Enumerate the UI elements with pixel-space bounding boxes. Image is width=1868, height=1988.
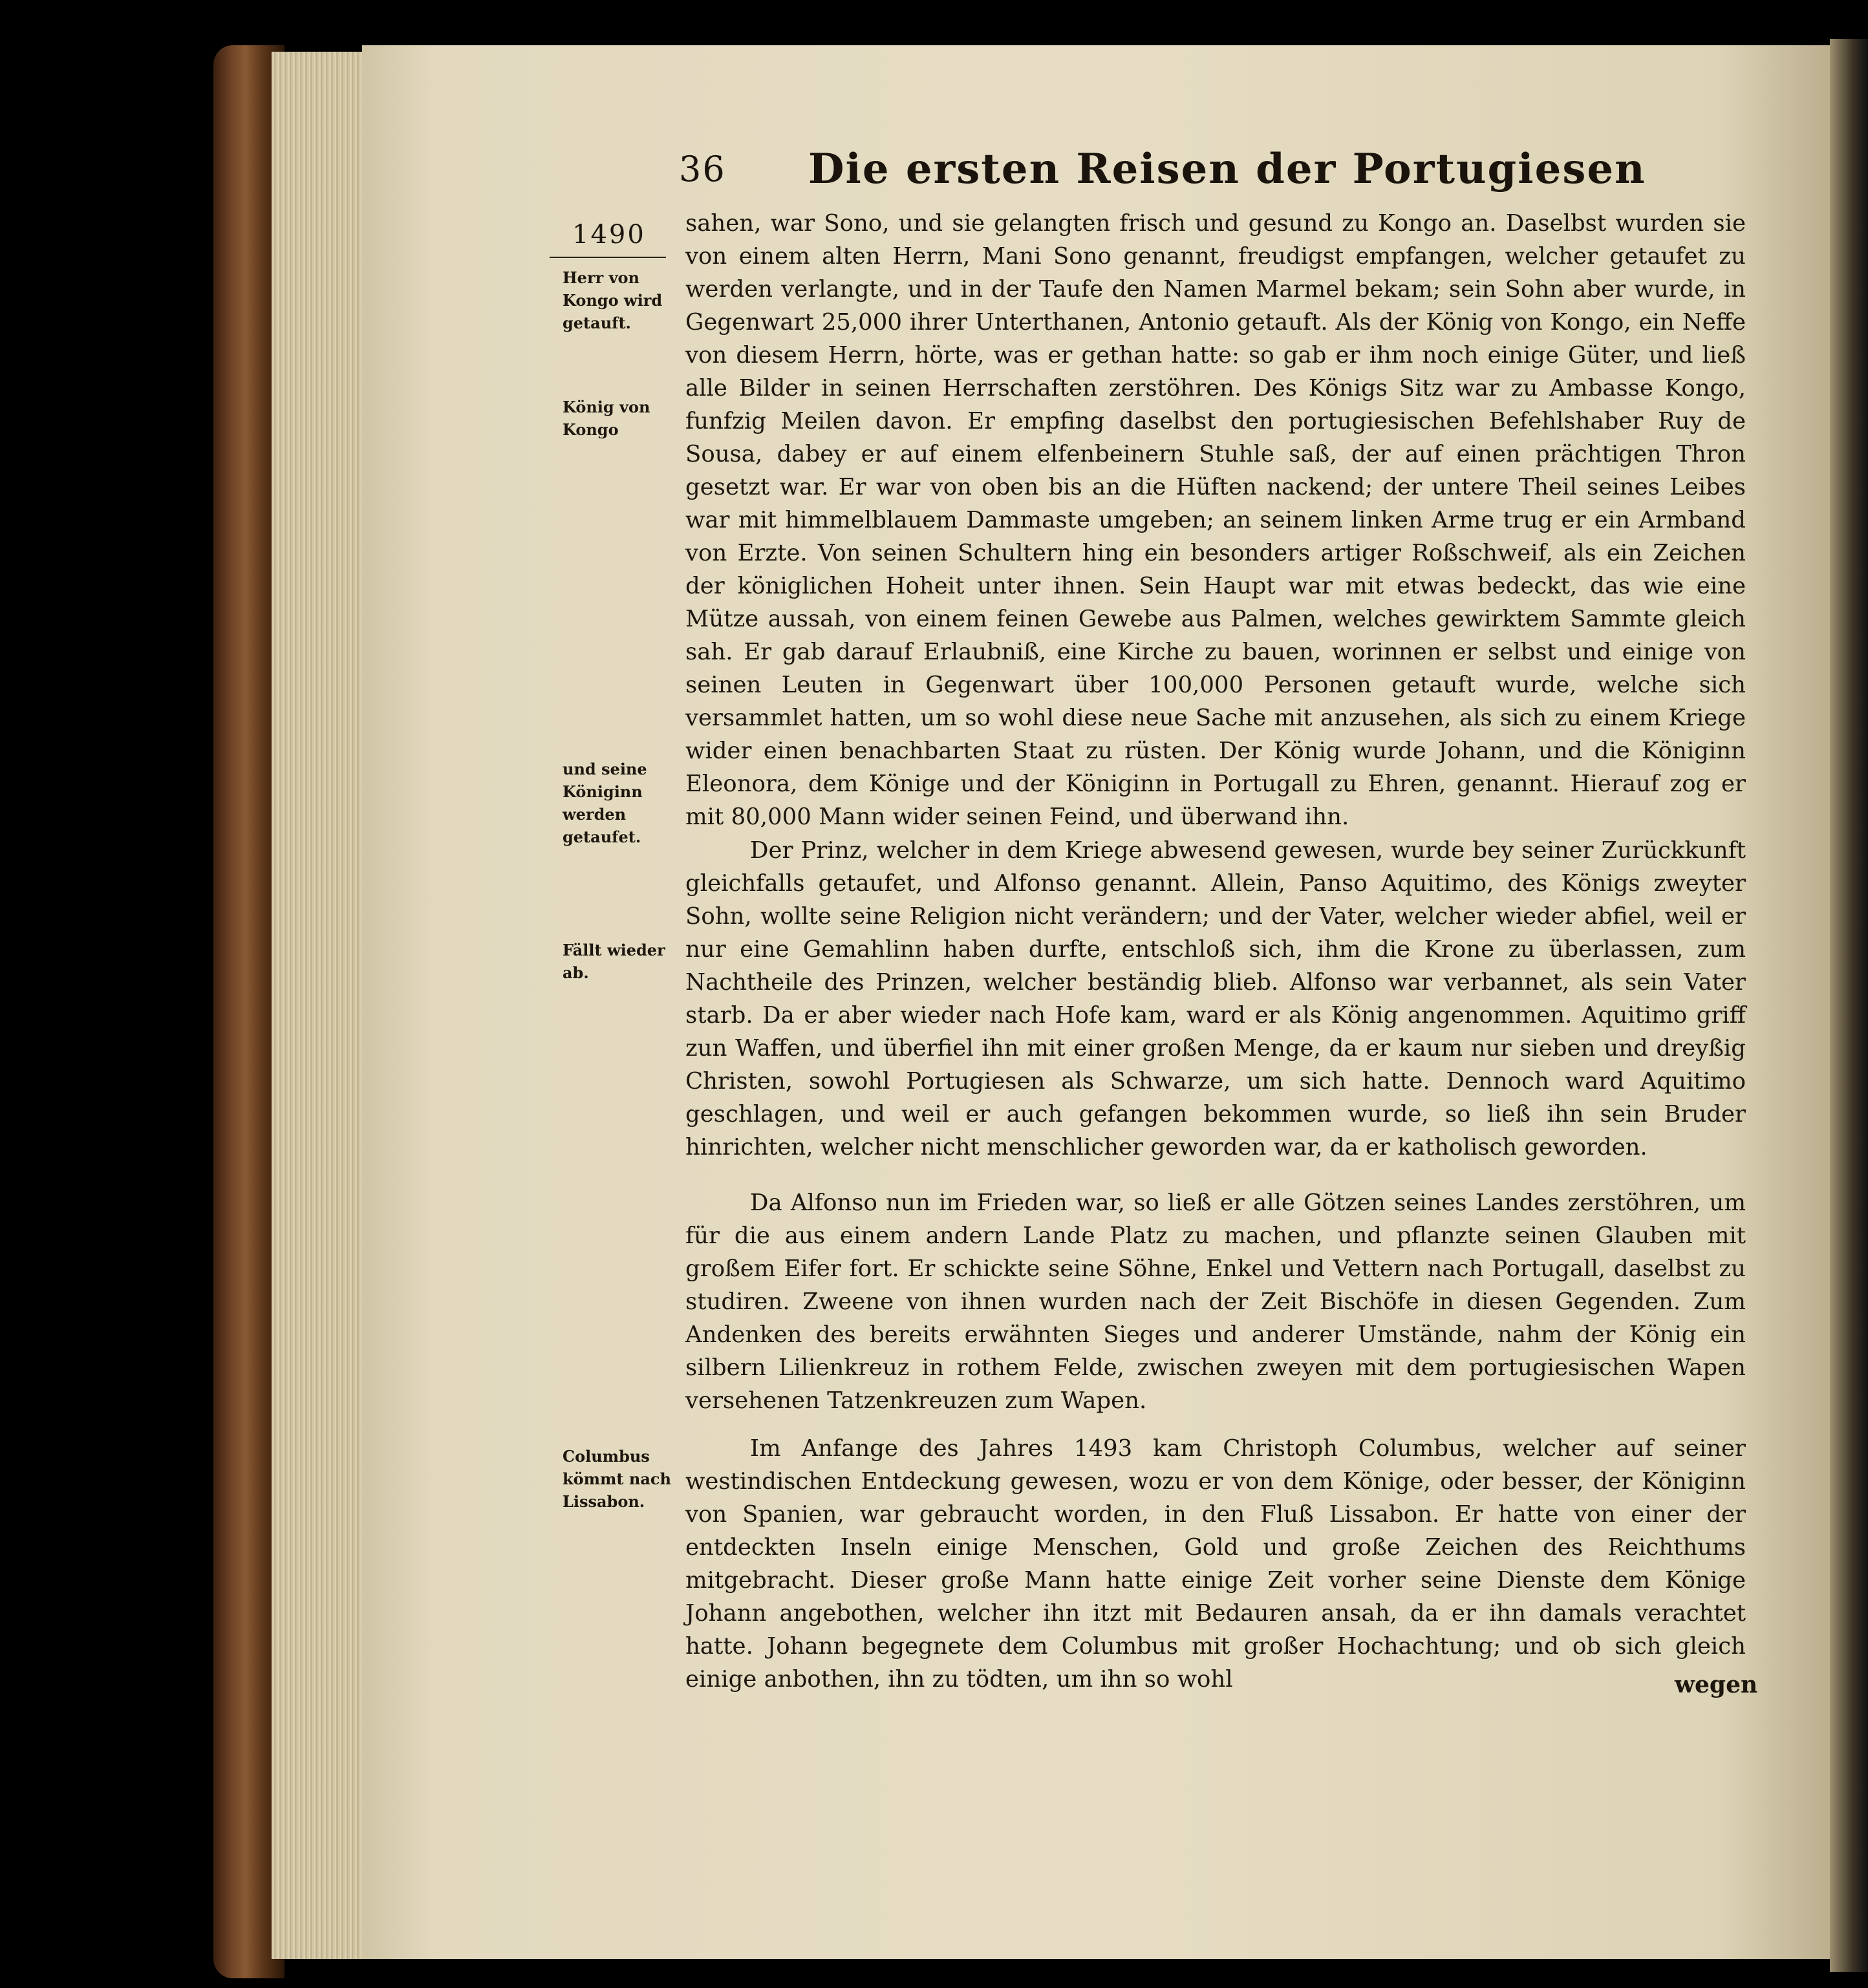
body-paragraph-4-block	[685, 1432, 1746, 1696]
page-stack-edge	[272, 52, 369, 1959]
margin-note-baptism: Herr von Kongo wird getauft.	[563, 268, 663, 332]
body-paragraph: Da Alfonso nun im Frieden war, so ließ er alle Götzen seines Landes zerstöhren, um für die aus einem andern Lande Platz zu machen, und pflanzte seinen Glauben mit großem Eifer fort. Er schickte seine Söhne, Enkel und Vettern nach Portugall, daselbst zu studiren. Zweene von ihnen wurden nach der Zeit Bischöfe in diesen Gegenden. Zum Andenken des bereits erwähnten Sieges und anderer Umstände, nahm der König ein silbern Lilienkreuz in rothem Felde, zwischen zweyen mit dem portugiesischen Wapen versehenen Tatzenkreuzen zum Wapen.	[685, 1190, 1746, 1414]
body-paragraph-1-block	[685, 207, 1746, 833]
year-rule	[550, 257, 666, 258]
right-page-edge	[1830, 39, 1868, 1972]
body-paragraph-2-block	[685, 834, 1746, 1164]
margin-note-queen: und seine Königinn werden getaufet.	[563, 760, 647, 846]
margin-note-columbus: Columbus kömmt nach Lissabon.	[563, 1447, 671, 1511]
body-paragraph: Der Prinz, welcher in dem Kriege abwesend gewesen, wurde bey seiner Zurückkunft gleichfalls getaufet, und Alfonso genannt. Allein, Panso Aquitimo, des Königs zweyter Sohn, wollte seine Religion nicht verändern; und der Vater, welcher wieder abfiel, weil er nur eine Gemahlinn haben durfte, entschloß sich, ihm die Krone zu überlassen, zum Nachtheile des Prinzen, welcher beständig blieb. Alfonso war verbannet, als sein Vater starb. Da er aber wieder nach Hofe kam, ward er als König angenommen. Aquitimo griff zun Waffen, und überfiel ihn mit einer großen Menge, da er kaum nur sieben und dreyßig Christen, sowohl Portugiesen als Schwarze, um sich hatte. Dennoch ward Aquitimo geschlagen, und weil er auch gefangen bekommen wurde, so ließ ihn sein Bruder hinrichten, welcher nicht menschlicher geworden war, da er katholisch geworden.	[685, 837, 1746, 1160]
body-paragraph: Im Anfange des Jahres 1493 kam Christoph Columbus, welcher auf seiner westindischen Entdeckung gewesen, wozu er von dem Könige, oder besser, der Königinn von Spanien, war gebraucht worden, in den Fluß Lissabon. Er hatte von einer der entdeckten Inseln einige Menschen, Gold und große Zeichen des Reichthums mitgebracht. Dieser große Mann hatte einige Zeit vorher seine Dienste dem Könige Johann angebothen, welcher ihn itzt mit Bedauren ansah, da er ihn damals verachtet hatte. Johann begegnete dem Columbus mit großer Hochachtung; und ob sich gleich einige anbothen, ihn zu tödten, um ihn so wohl	[685, 1435, 1746, 1693]
catchword: wegen	[1675, 1671, 1758, 1698]
margin-note-king: König von Kongo	[563, 398, 650, 439]
margin-year: 1490	[572, 220, 646, 250]
running-title: Die ersten Reisen der Portugiesen	[808, 145, 1646, 193]
margin-note-apostasy: Fällt wieder ab.	[563, 941, 665, 982]
body-paragraph: sahen, war Sono, und sie gelangten frisch und gesund zu Kongo an. Daselbst wurden sie von einem alten Herrn, Mani Sono genannt, freudigst empfangen, welcher getaufet zu werden verlangte, und in der Taufe den Namen Marmel bekam; sein Sohn aber wurde, in Gegenwart 25,000 ihrer Unterthanen, Antonio getauft. Als der König von Kongo, ein Neffe von diesem Herrn, hörte, was er gethan hatte: so gab er ihm noch einige Güter, und ließ alle Bilder in seinen Herrschaften zerstöhren. Des Königs Sitz war zu Ambasse Kongo, funfzig Meilen davon. Er empfing daselbst den portugiesischen Befehlshaber Ruy de Sousa, dabey er auf einem elfenbeinern Stuhle saß, der auf einen prächtigen Thron gesetzt war. Er war von oben bis an die Hüften nackend; der untere Theil seines Leibes war mit himmelblauem Dammaste umgeben; an seinem linken Arme trug er ein Armband von Erzte. Von seinen Schultern hing ein besonders artiger Roßschweif, als ein Zeichen der königlichen Hoheit unter ihnen. Sein Haupt war mit etwas bedeckt, das wie eine Mütze aussah, von einem feinen Gewebe aus Palmen, welches gewirktem Sammte gleich sah. Er gab darauf Erlaubniß, eine Kirche zu bauen, worinnen er selbst und einige von seinen Leuten in Gegenwart über 100,000 Personen getauft wurde, welche sich versammlet hatten, um so wohl diese neue Sache mit anzusehen, als sich zu einem Kriege wider einen benachbarten Staat zu rüsten. Der König wurde Johann, und die Königinn Eleonora, dem Könige und der Königinn in Portugall zu Ehren, genannt. Hierauf zog er mit 80,000 Mann wider seinen Feind, und überwand ihn.	[685, 210, 1746, 830]
page-header	[679, 145, 1746, 200]
body-paragraph-3-block	[685, 1186, 1746, 1417]
page-number: 36	[679, 149, 726, 189]
